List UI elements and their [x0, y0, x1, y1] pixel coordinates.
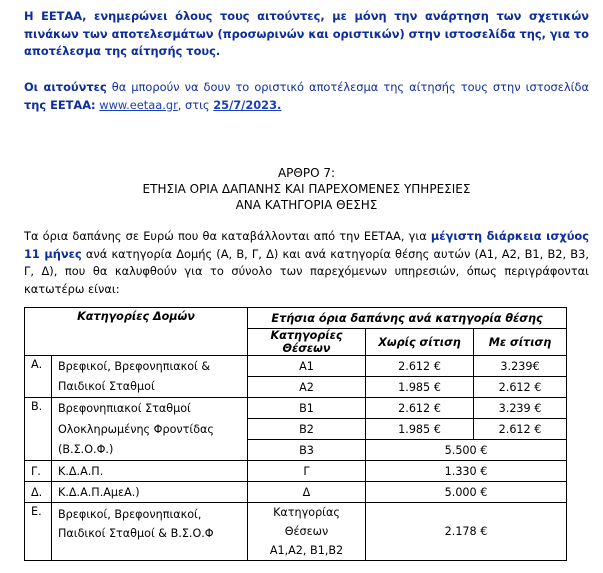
- value-b3: 5.500 €: [366, 440, 567, 461]
- row-name-e-2: Παιδικοί Σταθμοί & Β.Σ.Ο.Φ: [58, 527, 214, 540]
- intro-paragraph-2: [24, 79, 589, 114]
- table-header-row-1: [25, 308, 567, 329]
- table-row: [25, 419, 567, 440]
- header-limits: Ετήσια όρια δαπάνης ανά κατηγορία θέσης: [248, 308, 567, 329]
- position-e-1: Κατηγορίας Θέσεων: [273, 506, 340, 538]
- value-b1-meal: 3.239 €: [474, 398, 567, 419]
- body-emphasis: μέγιστη διάρκεια ισχύος 11 μήνες: [24, 229, 589, 261]
- row-name-b-3: (Β.Σ.Ο.Φ.): [52, 440, 248, 461]
- header-positions: Κατηγορίες Θέσεων: [248, 329, 366, 356]
- value-b1-no-meal: 2.612 €: [366, 398, 474, 419]
- row-name-d: Κ.Δ.Α.Π.ΑμεΑ.): [52, 482, 248, 503]
- value-a2-meal: 2.612 €: [474, 377, 567, 398]
- position-b1: Β1: [248, 398, 366, 419]
- row-letter-b: Β.: [25, 398, 52, 461]
- value-a1-meal: 3.239€: [474, 356, 567, 377]
- row-name-e: [52, 503, 248, 561]
- position-g: Γ: [248, 461, 366, 482]
- row-name-b-2: Ολοκληρωμένης Φροντίδας: [52, 419, 248, 440]
- position-e: [248, 503, 366, 561]
- intro-paragraph-1: [24, 8, 589, 61]
- intro-announcement: Η ΕΕΤΑΑ, ενημερώνει όλους τους αιτούντες, με μόνη την ανάρτηση των σχετικών πινάκων των αποτελεσμάτων (προσωρινών και οριστικών) στην ιστοσελίδα της, για το αποτέλεσμα της αίτησής τους.: [24, 9, 589, 58]
- value-g: 1.330 €: [366, 461, 567, 482]
- row-letter-g: Γ.: [25, 461, 52, 482]
- intro-p2-a: Οι: [24, 80, 44, 94]
- row-letter-a: Α.: [25, 356, 52, 398]
- header-structures: Κατηγορίες Δομών: [25, 308, 248, 356]
- intro-p2-e: , στις: [177, 97, 214, 112]
- position-e-2: Α1,Α2, Β1,Β2: [269, 544, 344, 557]
- result-date: 25/7/2023.: [213, 97, 282, 112]
- row-name-e-1: Βρεφικοί, Βρεφονηπιακοί,: [58, 508, 202, 521]
- table-row: [25, 482, 567, 503]
- body-c: ανά κατηγορία Δομής (Α, Β, Γ, Δ) και ανά κατηγορία θέσης αυτών (Α1, Α2, Β1, Β2, Β3, Γ, Δ), που θα καλυφθούν για το σύνολο των παρεχόμενων υπηρεσιών, όπως περιγράφονται κατωτέρω είναι:: [24, 246, 589, 296]
- row-name-b-1: Βρεφονηπιακοί Σταθμοί: [52, 398, 248, 419]
- row-name-g: Κ.Δ.Α.Π.: [52, 461, 248, 482]
- row-name-a-2: Παιδικοί Σταθμοί: [52, 377, 248, 398]
- position-a2: Α2: [248, 377, 366, 398]
- table-row: [25, 503, 567, 561]
- table-row: [25, 461, 567, 482]
- position-b3: Β3: [248, 440, 366, 461]
- expense-limits-table: [24, 307, 567, 561]
- header-no-meal: Χωρίς σίτιση: [366, 329, 474, 356]
- value-e: 2.178 €: [366, 503, 567, 561]
- article-title-line-2: ΑΝΑ ΚΑΤΗΓΟΡΙΑ ΘΕΣΗΣ: [235, 198, 378, 212]
- row-letter-d: Δ.: [25, 482, 52, 503]
- position-d: Δ: [248, 482, 366, 503]
- intro-p2-c: θα μπορούν να δουν το οριστικό αποτέλεσμα της αίτησής τους στην ιστοσελίδα: [106, 80, 589, 94]
- intro-p2-b: αιτούντες: [43, 80, 107, 94]
- article-title-line-1: ΕΤΗΣΙΑ ΟΡΙΑ ΔΑΠΑΝΗΣ ΚΑΙ ΠΑΡΕΧΟΜΕΝΕΣ ΥΠΗΡΕΣΙΕΣ: [142, 182, 471, 196]
- body-a: Τα όρια δαπάνης σε Ευρώ που θα καταβάλλονται από την ΕΕΤΑΑ, για: [24, 229, 431, 243]
- eetaa-link[interactable]: www.eetaa.gr: [99, 97, 178, 112]
- value-b2-no-meal: 1.985 €: [366, 419, 474, 440]
- table-row: [25, 440, 567, 461]
- value-a2-no-meal: 1.985 €: [366, 377, 474, 398]
- header-meal: Με σίτιση: [474, 329, 567, 356]
- value-a1-no-meal: 2.612 €: [366, 356, 474, 377]
- table-row: [25, 398, 567, 419]
- body-paragraph: [24, 228, 589, 298]
- value-b2-meal: 2.612 €: [474, 419, 567, 440]
- table-row: [25, 377, 567, 398]
- position-a1: Α1: [248, 356, 366, 377]
- row-name-a-1: Βρεφικοί, Βρεφονηπιακοί &: [52, 356, 248, 377]
- row-letter-e: Ε.: [25, 503, 52, 561]
- intro-p2-d: της ΕΕΤΑΑ:: [24, 97, 96, 112]
- table-row: [25, 356, 567, 377]
- position-b2: Β2: [248, 419, 366, 440]
- value-d: 5.000 €: [366, 482, 567, 503]
- article-number: ΑΡΘΡΟ 7:: [277, 166, 336, 180]
